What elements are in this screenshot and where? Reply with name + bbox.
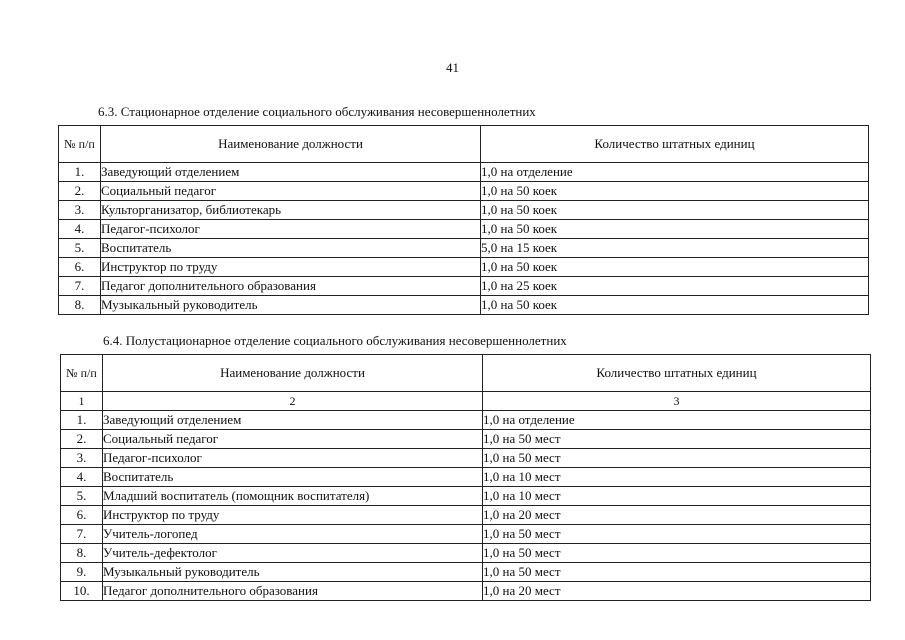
row-number: 8. <box>59 296 101 315</box>
page-number: 41 <box>446 60 459 75</box>
row-number: 7. <box>59 277 101 296</box>
row-number: 6. <box>61 506 103 525</box>
position-name: Учитель-логопед <box>103 525 483 544</box>
column-header-position: Наименование должности <box>101 126 481 163</box>
table-row <box>61 411 871 430</box>
position-name: Педагог дополнительного образования <box>101 277 481 296</box>
column-index-3: 3 <box>483 392 871 411</box>
table-row <box>61 487 871 506</box>
row-number: 10. <box>61 582 103 601</box>
position-name: Культорганизатор, библиотекарь <box>101 201 481 220</box>
row-number: 1. <box>59 163 101 182</box>
row-number: 2. <box>59 182 101 201</box>
row-number: 2. <box>61 430 103 449</box>
column-header-quantity: Количество штатных единиц <box>483 355 871 392</box>
row-number: 4. <box>59 220 101 239</box>
row-number: 6. <box>59 258 101 277</box>
table-row <box>61 430 871 449</box>
position-name: Педагог дополнительного образования <box>103 582 483 601</box>
staff-quantity: 1,0 на 50 мест <box>483 525 871 544</box>
position-name: Педагог-психолог <box>103 449 483 468</box>
position-name: Воспитатель <box>103 468 483 487</box>
row-number: 4. <box>61 468 103 487</box>
table-row <box>61 449 871 468</box>
position-name: Социальный педагог <box>103 430 483 449</box>
staff-table-stationary <box>58 125 869 315</box>
table-row <box>61 582 871 601</box>
position-name: Музыкальный руководитель <box>101 296 481 315</box>
staff-quantity: 1,0 на 20 мест <box>483 506 871 525</box>
table-header-row <box>59 126 869 163</box>
position-name: Педагог-психолог <box>101 220 481 239</box>
table-row <box>61 563 871 582</box>
table-row <box>59 182 869 201</box>
position-name: Заведующий отделением <box>101 163 481 182</box>
position-name: Учитель-дефектолог <box>103 544 483 563</box>
table-row <box>61 468 871 487</box>
position-name: Младший воспитатель (помощник воспитателя) <box>103 487 483 506</box>
row-number: 1. <box>61 411 103 430</box>
column-header-number: № п/п <box>59 126 101 163</box>
table-row <box>61 506 871 525</box>
row-number: 5. <box>61 487 103 506</box>
column-index-1: 1 <box>61 392 103 411</box>
column-header-position: Наименование должности <box>103 355 483 392</box>
column-header-number: № п/п <box>61 355 103 392</box>
staff-table-semistationary <box>60 354 871 601</box>
table-row <box>59 296 869 315</box>
staff-quantity: 1,0 на 50 мест <box>483 563 871 582</box>
staff-quantity: 1,0 на 25 коек <box>481 277 869 296</box>
staff-quantity: 1,0 на 50 мест <box>483 449 871 468</box>
table-row <box>59 163 869 182</box>
row-number: 3. <box>61 449 103 468</box>
table-row <box>61 525 871 544</box>
staff-quantity: 1,0 на 50 мест <box>483 430 871 449</box>
staff-quantity: 1,0 на 10 мест <box>483 487 871 506</box>
table-row <box>59 220 869 239</box>
position-name: Заведующий отделением <box>103 411 483 430</box>
staff-quantity: 1,0 на 20 мест <box>483 582 871 601</box>
position-name: Социальный педагог <box>101 182 481 201</box>
position-name: Инструктор по труду <box>103 506 483 525</box>
row-number: 9. <box>61 563 103 582</box>
section-title-6-3: 6.3. Стационарное отделение социального обслуживания несовершеннолетних <box>98 104 536 119</box>
staff-quantity: 1,0 на отделение <box>481 163 869 182</box>
section-title-6-4: 6.4. Полустационарное отделение социального обслуживания несовершеннолетних <box>103 333 567 348</box>
staff-quantity: 1,0 на 50 коек <box>481 258 869 277</box>
position-name: Инструктор по труду <box>101 258 481 277</box>
position-name: Воспитатель <box>101 239 481 258</box>
column-header-quantity: Количество штатных единиц <box>481 126 869 163</box>
table-row <box>59 258 869 277</box>
staff-quantity: 1,0 на 50 коек <box>481 220 869 239</box>
table-header-row <box>61 355 871 392</box>
staff-quantity: 5,0 на 15 коек <box>481 239 869 258</box>
table-row <box>61 544 871 563</box>
table-row <box>59 201 869 220</box>
staff-quantity: 1,0 на отделение <box>483 411 871 430</box>
staff-quantity: 1,0 на 50 коек <box>481 182 869 201</box>
staff-quantity: 1,0 на 50 мест <box>483 544 871 563</box>
row-number: 5. <box>59 239 101 258</box>
staff-quantity: 1,0 на 50 коек <box>481 296 869 315</box>
position-name: Музыкальный руководитель <box>103 563 483 582</box>
staff-quantity: 1,0 на 10 мест <box>483 468 871 487</box>
column-index-row <box>61 392 871 411</box>
row-number: 8. <box>61 544 103 563</box>
table-row <box>59 239 869 258</box>
table-row <box>59 277 869 296</box>
column-index-2: 2 <box>103 392 483 411</box>
staff-quantity: 1,0 на 50 коек <box>481 201 869 220</box>
row-number: 7. <box>61 525 103 544</box>
row-number: 3. <box>59 201 101 220</box>
